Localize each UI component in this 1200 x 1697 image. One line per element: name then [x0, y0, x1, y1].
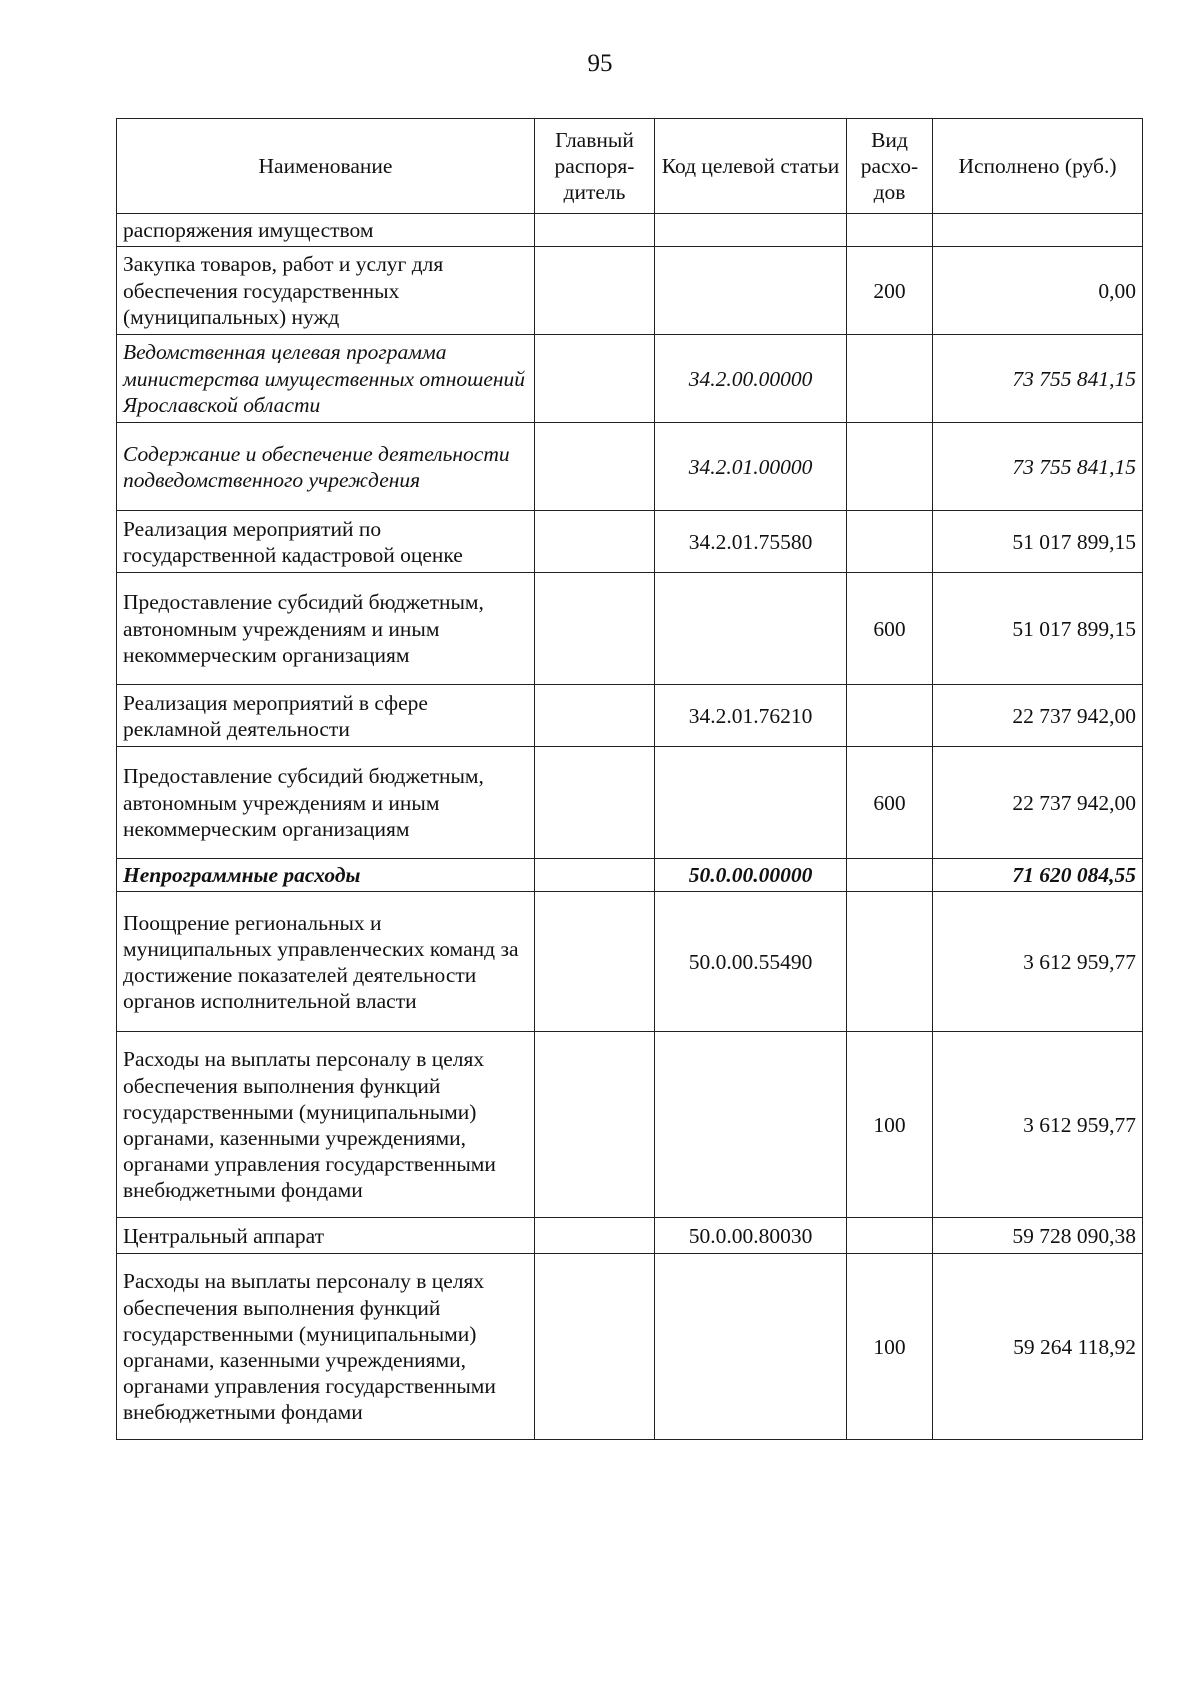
cell-code [655, 747, 847, 859]
cell-name: Ведомственная целевая программа министерства имущественных отношений Ярославской области [117, 335, 535, 423]
table-row [117, 423, 1143, 511]
cell-code [655, 1254, 847, 1440]
table-row [117, 1218, 1143, 1254]
cell-kind: 100 [847, 1032, 933, 1218]
cell-kind [847, 423, 933, 511]
cell-code: 34.2.00.00000 [655, 335, 847, 423]
header-name: Наименование [117, 119, 535, 214]
cell-amount: 73 755 841,15 [933, 423, 1143, 511]
table-body [117, 214, 1143, 1440]
table-row [117, 747, 1143, 859]
cell-manager [535, 511, 655, 573]
cell-kind [847, 685, 933, 747]
cell-amount: 73 755 841,15 [933, 335, 1143, 423]
cell-kind [847, 1218, 933, 1254]
table-row [117, 214, 1143, 247]
cell-name: Центральный аппарат [117, 1218, 535, 1254]
budget-execution-table [116, 118, 1143, 1440]
cell-manager [535, 892, 655, 1032]
table-header-row [117, 119, 1143, 214]
cell-amount: 3 612 959,77 [933, 892, 1143, 1032]
cell-manager [535, 1032, 655, 1218]
cell-code [655, 1032, 847, 1218]
table-row [117, 685, 1143, 747]
cell-name: Непрограммные расходы [117, 859, 535, 892]
cell-name: Реализация мероприятий по государственной кадастровой оценке [117, 511, 535, 573]
cell-manager [535, 247, 655, 335]
table-row [117, 335, 1143, 423]
cell-amount: 59 264 118,92 [933, 1254, 1143, 1440]
cell-amount: 3 612 959,77 [933, 1032, 1143, 1218]
cell-code: 34.2.01.76210 [655, 685, 847, 747]
cell-name: Поощрение региональных и муниципальных управленческих команд за достижение показателей деятельности органов исполнительной власти [117, 892, 535, 1032]
cell-amount: 51 017 899,15 [933, 511, 1143, 573]
cell-code: 50.0.00.55490 [655, 892, 847, 1032]
table-row [117, 892, 1143, 1032]
cell-amount: 22 737 942,00 [933, 747, 1143, 859]
cell-kind [847, 335, 933, 423]
cell-amount: 0,00 [933, 247, 1143, 335]
cell-manager [535, 1254, 655, 1440]
cell-kind [847, 892, 933, 1032]
cell-amount: 59 728 090,38 [933, 1218, 1143, 1254]
cell-name: Расходы на выплаты персоналу в целях обеспечения выполнения функций государственными (муниципальными) органами, казенными учреждениями, органами управления государственными внебюджетными фондами [117, 1032, 535, 1218]
cell-code [655, 573, 847, 685]
header-manager: Главный распоря-дитель [535, 119, 655, 214]
cell-manager [535, 573, 655, 685]
cell-code: 34.2.01.75580 [655, 511, 847, 573]
header-code: Код целевой статьи [655, 119, 847, 214]
cell-code: 50.0.00.00000 [655, 859, 847, 892]
table-row [117, 247, 1143, 335]
cell-kind: 200 [847, 247, 933, 335]
cell-code: 34.2.01.00000 [655, 423, 847, 511]
cell-name: Предоставление субсидий бюджетным, автономным учреждениям и иным некоммерческим организациям [117, 747, 535, 859]
header-amount: Исполнено (руб.) [933, 119, 1143, 214]
cell-name: Закупка товаров, работ и услуг для обеспечения государственных (муниципальных) нужд [117, 247, 535, 335]
cell-code [655, 247, 847, 335]
cell-code [655, 214, 847, 247]
cell-name: распоряжения имуществом [117, 214, 535, 247]
cell-manager [535, 747, 655, 859]
cell-name: Расходы на выплаты персоналу в целях обеспечения выполнения функций государственными (муниципальными) органами, казенными учреждениями, органами управления государственными внебюджетными фондами [117, 1254, 535, 1440]
cell-kind [847, 859, 933, 892]
table-row [117, 511, 1143, 573]
header-kind: Вид расхо-дов [847, 119, 933, 214]
cell-manager [535, 859, 655, 892]
cell-name: Содержание и обеспечение деятельности подведомственного учреждения [117, 423, 535, 511]
cell-manager [535, 423, 655, 511]
cell-manager [535, 335, 655, 423]
cell-code: 50.0.00.80030 [655, 1218, 847, 1254]
cell-kind: 600 [847, 747, 933, 859]
cell-manager [535, 214, 655, 247]
table-row [117, 1254, 1143, 1440]
table-row [117, 859, 1143, 892]
cell-kind [847, 511, 933, 573]
cell-name: Предоставление субсидий бюджетным, автономным учреждениям и иным некоммерческим организациям [117, 573, 535, 685]
cell-manager [535, 1218, 655, 1254]
cell-amount: 22 737 942,00 [933, 685, 1143, 747]
cell-amount: 71 620 084,55 [933, 859, 1143, 892]
page-number: 95 [587, 50, 613, 77]
cell-amount [933, 214, 1143, 247]
cell-manager [535, 685, 655, 747]
cell-kind: 100 [847, 1254, 933, 1440]
table-row [117, 573, 1143, 685]
cell-amount: 51 017 899,15 [933, 573, 1143, 685]
cell-kind [847, 214, 933, 247]
table-row [117, 1032, 1143, 1218]
cell-kind: 600 [847, 573, 933, 685]
cell-name: Реализация мероприятий в сфере рекламной деятельности [117, 685, 535, 747]
